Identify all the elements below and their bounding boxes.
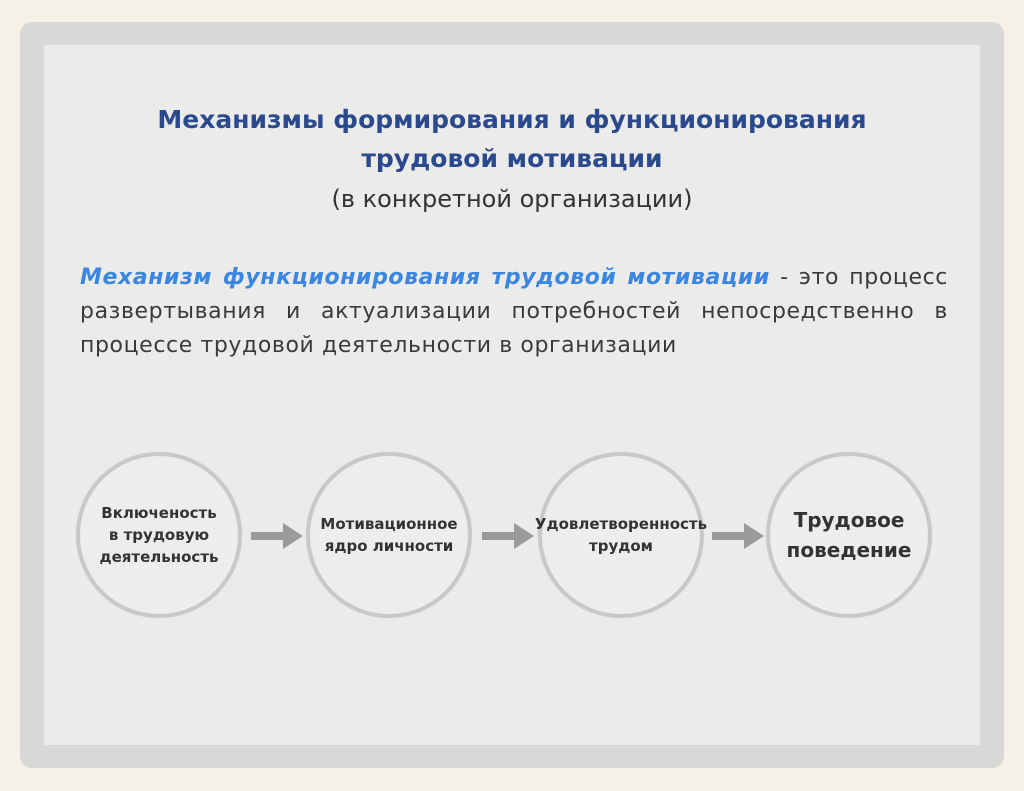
definition-term: Механизм функционирования трудовой мотивации: [80, 265, 770, 290]
arrow-right-icon: [251, 523, 303, 549]
flow-step-work-behavior: [766, 452, 932, 618]
slide-title-line1: Механизмы формирования и функционирования: [157, 105, 867, 134]
flow-step-label: Включеность в трудовую деятельность: [99, 504, 219, 566]
arrow-right-icon: [712, 523, 764, 549]
flow-step-label: Трудовое поведение: [786, 508, 912, 562]
slide-subtitle: (в конкретной организации): [331, 185, 693, 213]
definition-paragraph: [80, 261, 948, 363]
flow-step-label: Удовлетворенность трудом: [534, 515, 708, 555]
slide-title-line2: трудовой мотивации: [361, 144, 663, 173]
flow-step-job-satisfaction: [534, 452, 708, 618]
flow-step-involvement: [76, 452, 242, 618]
flow-step-motivational-core: [306, 452, 472, 618]
flow-step-label: Мотивационное ядро личности: [320, 515, 458, 555]
definition-text: - это процесс развертывания и актуализации потребностей непосредственно в процессе трудовой деятельности в организации: [80, 265, 948, 358]
